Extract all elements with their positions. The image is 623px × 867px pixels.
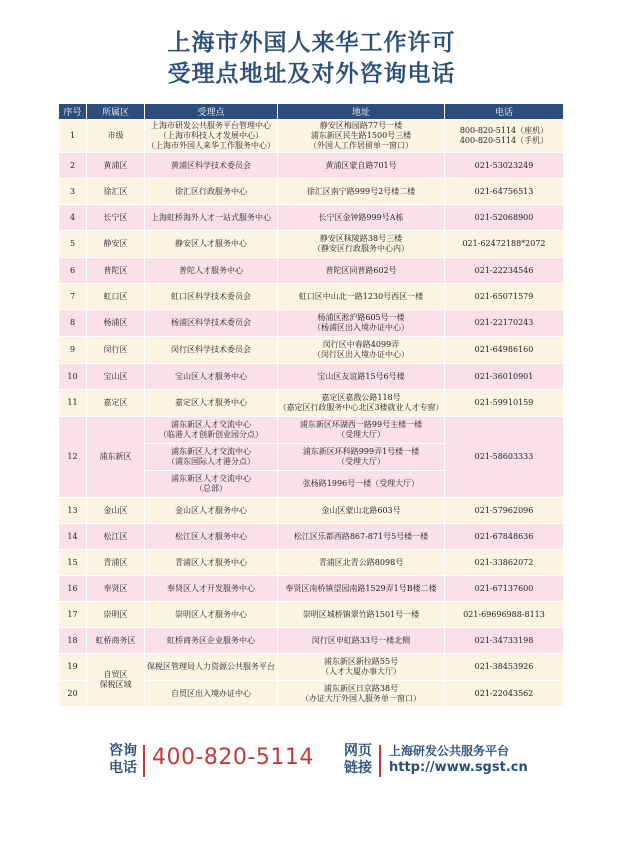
cell-district: 静安区 bbox=[87, 231, 145, 258]
cell-address: 金山区蒙山北路603号 bbox=[278, 498, 445, 524]
cell-office: 闵行区科学技术委员会 bbox=[145, 337, 278, 364]
cell-office: 宝山区人才服务中心 bbox=[145, 364, 278, 390]
header-district: 所属区 bbox=[87, 104, 145, 120]
web-label: 网页 链接 bbox=[344, 743, 372, 776]
cell-district: 虹桥商务区 bbox=[87, 628, 145, 654]
cell-district: 嘉定区 bbox=[87, 390, 145, 417]
cell-office: 虹桥商务区企业服务中心 bbox=[145, 628, 278, 654]
cell-no: 3 bbox=[59, 179, 87, 205]
table-row bbox=[59, 205, 564, 231]
consult-label: 咨询 电话 bbox=[109, 743, 137, 776]
header-office: 受理点 bbox=[145, 104, 278, 120]
hotline-number[interactable]: 400-820-5114 bbox=[152, 745, 314, 770]
cell-phone: 021-59910159 bbox=[445, 390, 564, 417]
cell-office: 青浦区人才服务中心 bbox=[145, 550, 278, 576]
cell-phone: 021-22170243 bbox=[445, 310, 564, 337]
cell-phone: 021-65071579 bbox=[445, 284, 564, 310]
cell-district: 闵行区 bbox=[87, 337, 145, 364]
cell-no: 17 bbox=[59, 602, 87, 628]
cell-phone: 021-62472188*2072 bbox=[445, 231, 564, 258]
cell-phone: 021-67848636 bbox=[445, 524, 564, 550]
cell-district: 徐汇区 bbox=[87, 179, 145, 205]
cell-district: 奉贤区 bbox=[87, 576, 145, 602]
cell-address: 浦东新区新拉路55号 （人才大厦办事大厅） bbox=[278, 654, 445, 681]
cell-no: 5 bbox=[59, 231, 87, 258]
cell-office: 保税区管理局人力资源公共服务平台 bbox=[145, 654, 278, 681]
site-url-link[interactable]: http://www.sgst.cn bbox=[389, 760, 528, 775]
cell-office: 上海虹桥海外人才一站式服务中心 bbox=[145, 205, 278, 231]
cell-district: 市级 bbox=[87, 120, 145, 153]
cell-address: 青浦区北青公路8098号 bbox=[278, 550, 445, 576]
cell-address: 张杨路1996号一楼（受理大厅） bbox=[278, 471, 445, 498]
cell-no: 16 bbox=[59, 576, 87, 602]
cell-district: 金山区 bbox=[87, 498, 145, 524]
table-header-row bbox=[59, 104, 564, 120]
cell-district-ftz: 自贸区 保税区域 bbox=[87, 654, 145, 707]
table-row bbox=[59, 576, 564, 602]
cell-district: 普陀区 bbox=[87, 258, 145, 284]
table-row bbox=[59, 602, 564, 628]
cell-phone: 021-36010901 bbox=[445, 364, 564, 390]
cell-district: 黄浦区 bbox=[87, 153, 145, 179]
cell-no: 2 bbox=[59, 153, 87, 179]
cell-address: 静安区梅园路77号一楼 浦东新区民生路1500号三楼 （外国人工作居留单一窗口） bbox=[278, 120, 445, 153]
cell-office: 浦东新区人才交流中心 （浦东国际人才港分点） bbox=[145, 444, 278, 471]
cell-district: 宝山区 bbox=[87, 364, 145, 390]
cell-no: 4 bbox=[59, 205, 87, 231]
cell-office: 松江区人才服务中心 bbox=[145, 524, 278, 550]
table-row bbox=[59, 498, 564, 524]
cell-district: 崇明区 bbox=[87, 602, 145, 628]
cell-phone: 800-820-5114（座机） 400-820-5114（手机） bbox=[445, 120, 564, 153]
cell-address: 普陀区同普路602号 bbox=[278, 258, 445, 284]
page-title-line1: 上海市外国人来华工作许可 bbox=[167, 30, 456, 56]
header-address: 地址 bbox=[278, 104, 445, 120]
cell-no: 7 bbox=[59, 284, 87, 310]
table-row bbox=[59, 153, 564, 179]
cell-office: 上海市研发公共服务平台管理中心 （上海市科技人才发展中心） （上海市外国人来华工作服务中心） bbox=[145, 120, 278, 153]
cell-address: 静安区秣陵路38号三楼 （静安区行政服务中心内） bbox=[278, 231, 445, 258]
cell-no: 11 bbox=[59, 390, 87, 417]
cell-address: 虹口区中山北一路1230号西区一楼 bbox=[278, 284, 445, 310]
cell-office: 崇明区人才服务中心 bbox=[145, 602, 278, 628]
header-no: 序号 bbox=[59, 104, 87, 120]
cell-address: 浦东新区环湖西一路99号主楼一楼 （受理大厅） bbox=[278, 417, 445, 444]
cell-no: 9 bbox=[59, 337, 87, 364]
footer-divider bbox=[143, 745, 145, 777]
cell-office: 徐汇区行政服务中心 bbox=[145, 179, 278, 205]
cell-office: 金山区人才服务中心 bbox=[145, 498, 278, 524]
table-row bbox=[59, 310, 564, 337]
cell-district: 青浦区 bbox=[87, 550, 145, 576]
cell-no: 20 bbox=[59, 681, 87, 707]
cell-address: 崇明区城桥镇翠竹路1501号一楼 bbox=[278, 602, 445, 628]
cell-address: 松江区乐都西路867-871号5号楼一楼 bbox=[278, 524, 445, 550]
cell-office: 浦东新区人才交流中心 （临港人才创新创业园分点） bbox=[145, 417, 278, 444]
cell-office: 黄浦区科学技术委员会 bbox=[145, 153, 278, 179]
table-row bbox=[59, 179, 564, 205]
cell-phone: 021-22043562 bbox=[445, 681, 564, 707]
table-row bbox=[59, 524, 564, 550]
cell-phone: 021-58603333 bbox=[445, 417, 564, 498]
cell-address: 黄浦区蒙自路701号 bbox=[278, 153, 445, 179]
table-row bbox=[59, 258, 564, 284]
cell-no: 15 bbox=[59, 550, 87, 576]
cell-no: 6 bbox=[59, 258, 87, 284]
cell-address: 浦东新区日京路38号 （办证大厅外国人服务单一窗口） bbox=[278, 681, 445, 707]
cell-office: 杨浦区科学技术委员会 bbox=[145, 310, 278, 337]
cell-office: 静安区人才服务中心 bbox=[145, 231, 278, 258]
cell-phone: 021-53023249 bbox=[445, 153, 564, 179]
cell-no: 14 bbox=[59, 524, 87, 550]
cell-address: 浦东新区环科路999弄1号楼一楼 （受理大厅） bbox=[278, 444, 445, 471]
cell-address: 宝山区友谊路15号6号楼 bbox=[278, 364, 445, 390]
cell-no: 10 bbox=[59, 364, 87, 390]
office-table bbox=[58, 103, 564, 707]
table-row bbox=[59, 390, 564, 417]
header-phone: 电话 bbox=[445, 104, 564, 120]
cell-phone: 021-38453926 bbox=[445, 654, 564, 681]
table-row bbox=[59, 231, 564, 258]
cell-phone: 021-33862072 bbox=[445, 550, 564, 576]
cell-phone: 021-69696988-8113 bbox=[445, 602, 564, 628]
cell-office: 嘉定区人才服务中心 bbox=[145, 390, 278, 417]
cell-address: 长宁区金钟路999号A栋 bbox=[278, 205, 445, 231]
cell-office: 普陀人才服务中心 bbox=[145, 258, 278, 284]
cell-phone: 021-52068900 bbox=[445, 205, 564, 231]
site-name: 上海研发公共服务平台 bbox=[389, 744, 510, 758]
cell-district: 虹口区 bbox=[87, 284, 145, 310]
cell-phone: 021-57962096 bbox=[445, 498, 564, 524]
table-row bbox=[59, 628, 564, 654]
cell-phone: 021-64756513 bbox=[445, 179, 564, 205]
cell-phone: 021-64986160 bbox=[445, 337, 564, 364]
cell-district: 浦东新区 bbox=[87, 417, 145, 498]
cell-no: 19 bbox=[59, 654, 87, 681]
cell-address: 杨浦区淞沪路605号一楼 （杨浦区出入境办证中心） bbox=[278, 310, 445, 337]
table-row bbox=[59, 550, 564, 576]
page-title-line2: 受理点地址及对外咨询电话 bbox=[167, 61, 456, 87]
cell-office: 自贸区出入境办证中心 bbox=[145, 681, 278, 707]
cell-office: 奉贤区人才开发服务中心 bbox=[145, 576, 278, 602]
footer-divider bbox=[379, 745, 381, 777]
cell-no: 13 bbox=[59, 498, 87, 524]
cell-district: 杨浦区 bbox=[87, 310, 145, 337]
table-row bbox=[59, 417, 564, 444]
cell-address: 闵行区申虹路33号一楼北侧 bbox=[278, 628, 445, 654]
cell-phone: 021-34733198 bbox=[445, 628, 564, 654]
cell-address: 嘉定区嘉戬公路118号 （嘉定区行政服务中心北区3楼就业人才专窗） bbox=[278, 390, 445, 417]
cell-no: 18 bbox=[59, 628, 87, 654]
table-row bbox=[59, 284, 564, 310]
cell-district: 长宁区 bbox=[87, 205, 145, 231]
table-row bbox=[59, 364, 564, 390]
table-row bbox=[59, 654, 564, 681]
footer bbox=[0, 741, 623, 781]
cell-no: 1 bbox=[59, 120, 87, 153]
cell-no: 8 bbox=[59, 310, 87, 337]
cell-address: 奉贤区南桥镇望园南路1529弄1号B楼二楼 bbox=[278, 576, 445, 602]
cell-phone: 021-22234546 bbox=[445, 258, 564, 284]
table-row bbox=[59, 120, 564, 153]
cell-no: 12 bbox=[59, 417, 87, 498]
table-row bbox=[59, 337, 564, 364]
cell-district: 松江区 bbox=[87, 524, 145, 550]
cell-office: 浦东新区人才交流中心 （总部） bbox=[145, 471, 278, 498]
cell-address: 闵行区中春路4099弄 （闵行区出入境办证中心） bbox=[278, 337, 445, 364]
cell-office: 虹口区科学技术委员会 bbox=[145, 284, 278, 310]
cell-address: 徐汇区南宁路999号2号楼二楼 bbox=[278, 179, 445, 205]
cell-phone: 021-67137600 bbox=[445, 576, 564, 602]
